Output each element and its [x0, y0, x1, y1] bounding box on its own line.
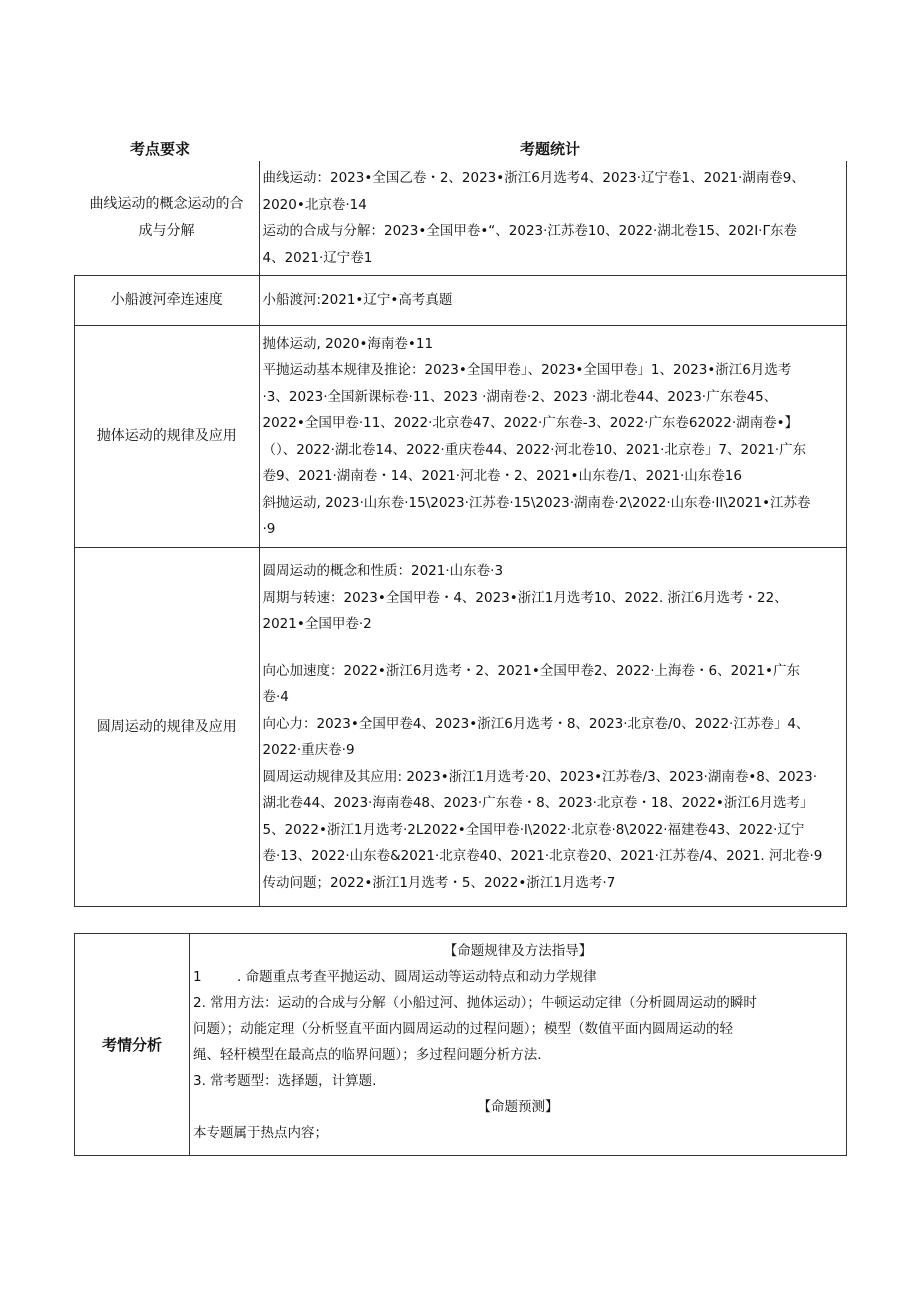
analysis-item-2-line: 问题）；动能定理（分析竖直平面内圆周运动的过程问题）；模型（数值平面内圆周运动的轻: [193, 1021, 733, 1037]
statistics-cell: [259, 548, 847, 907]
item-number: 1: [193, 969, 202, 985]
statistics-line: 2020•北京卷·14: [262, 196, 367, 213]
guide-title: 【命题规律及方法指导】: [443, 943, 593, 959]
requirement-cell: [75, 276, 260, 326]
statistics-line: 向心力：2023•全国甲卷4、2023•浙江6月选考・8、2023·北京卷/0、2022·江苏卷」4、: [262, 715, 810, 732]
table-row: [75, 548, 847, 907]
statistics-line: 2021•全国甲卷·2: [262, 616, 372, 632]
statistics-line: 抛体运动, 2020•海南卷•11: [262, 335, 434, 352]
analysis-item-2-line: 2. 常用方法：运动的合成与分解（小船过河、抛体运动）；牛顿运动定律（分析圆周运动的瞬时: [193, 995, 757, 1011]
analysis-label: 考情分析: [75, 934, 190, 1156]
table-row: [75, 934, 847, 1156]
spacer: [263, 638, 844, 658]
statistics-line: 卷9、2021·湖南卷・14、2021·河北卷・2、2021•山东卷/1、2021·山东卷16: [262, 468, 742, 484]
statistics-line: ·9: [262, 521, 276, 537]
header-requirement: 考点要求: [130, 140, 191, 158]
requirement-text: 小船渡河牵连速度: [110, 292, 223, 308]
item-text: . 命题重点考查平抛运动、圆周运动等运动特点和动力学规律: [237, 969, 597, 985]
statistics-line: 2022·重庆卷·9: [262, 742, 355, 758]
statistics-line: 圆周运动的概念和性质：2021·山东卷·3: [262, 563, 504, 579]
statistics-line: 平抛运动基本规律及推论：2023•全国甲卷」、2023•全国甲卷」1、2023•浙江6月选考: [262, 362, 792, 378]
statistics-line: （）、2022·湖北卷14、2022·重庆卷44、2022·河北卷10、2021·北京卷」7、2021·广东: [262, 441, 807, 458]
analysis-item-3: 3. 常考题型：选择题，计算题.: [193, 1073, 377, 1089]
statistics-cell: [259, 326, 847, 548]
requirement-cell: [75, 548, 260, 907]
analysis-item-1: [193, 964, 843, 990]
statistics-line: 2022•全国甲卷·11、2022·北京卷47、2022·广东卷-3、2022·广东卷62022·湖南卷•】: [262, 415, 799, 431]
statistics-line: 斜抛运动, 2023·山东卷·15\2023·江苏卷·15\2023·湖南卷·2\2022·山东卷·Il\2021•江苏卷: [262, 494, 811, 511]
requirement-text: 圆周运动的规律及应用: [96, 718, 237, 735]
analysis-table: [74, 933, 847, 1156]
requirement-cell: [75, 326, 260, 548]
forecast-text: 本专题属于热点内容；: [193, 1125, 328, 1141]
requirement-cell: [75, 161, 260, 276]
statistics-cell: [259, 161, 847, 276]
statistics-line: 传动问题；2022•浙江1月选考・5、2022•浙江1月选考·7: [262, 874, 616, 891]
statistics-line: 周期与转速：2023•全国甲卷・4、2023•浙江1月选考10、2022. 浙江6月选考・22、: [262, 589, 788, 606]
table-row: [75, 276, 847, 326]
statistics-line: 5、2022•浙江1月选考·2L2022•全国甲卷·l\2022·北京卷·8\2022·福建卷43、2022·辽宁: [262, 821, 805, 838]
table-row: [75, 326, 847, 548]
statistics-line: 小船渡河:2021•辽宁•高考真题: [262, 292, 453, 309]
statistics-line: 卷·4: [262, 689, 289, 705]
exam-statistics-table: [74, 161, 847, 907]
requirement-text: 曲线运动的概念运动的合: [89, 196, 244, 212]
statistics-line: 运动的合成与分解：2023•全国甲卷•“、2023·江苏卷10、2022·湖北卷15、202I·Γ东卷: [262, 223, 797, 239]
statistics-line: 向心加速度：2022•浙江6月选考・2、2021•全国甲卷2、2022·上海卷・6、2021•广东: [262, 662, 800, 679]
statistics-line: 圆周运动规律及其应用: 2023•浙江1月选考·20、2023•江苏卷/3、2023·湖南卷•8、2023·: [262, 768, 818, 785]
statistics-line: 湖北卷44、2023·海南卷48、2023·广东卷・8、2023·北京卷・18、2022•浙江6月选考」: [262, 795, 814, 811]
requirement-text: 成与分解: [138, 223, 195, 239]
statistics-line: 4、2021·辽宁卷1: [262, 249, 373, 266]
statistics-line: ·3、2023·全国新课标卷·11、2023 ·湖南卷·2、2023 ·湖北卷44、2023·广东卷45、: [262, 388, 778, 405]
requirement-text: 抛体运动的规律及应用: [96, 428, 237, 444]
statistics-cell: [259, 276, 847, 326]
analysis-item-2-line: 绳、轻杆模型在最高点的临界问题）；多过程问题分析方法.: [193, 1047, 542, 1063]
forecast-title: 【命题预测】: [477, 1099, 559, 1115]
analysis-content: [190, 934, 847, 1156]
statistics-line: 卷·13、2022·山东卷&2021·北京卷40、2021·北京卷20、2021·江苏卷/4、2021. 河北卷·9: [262, 848, 823, 864]
header-statistics: 考题统计: [520, 140, 581, 158]
statistics-line: 曲线运动：2023•全国乙卷・2、2023•浙江6月选考4、2023·辽宁卷1、2021·湖南卷9、: [262, 170, 805, 186]
table-row: [75, 161, 847, 276]
